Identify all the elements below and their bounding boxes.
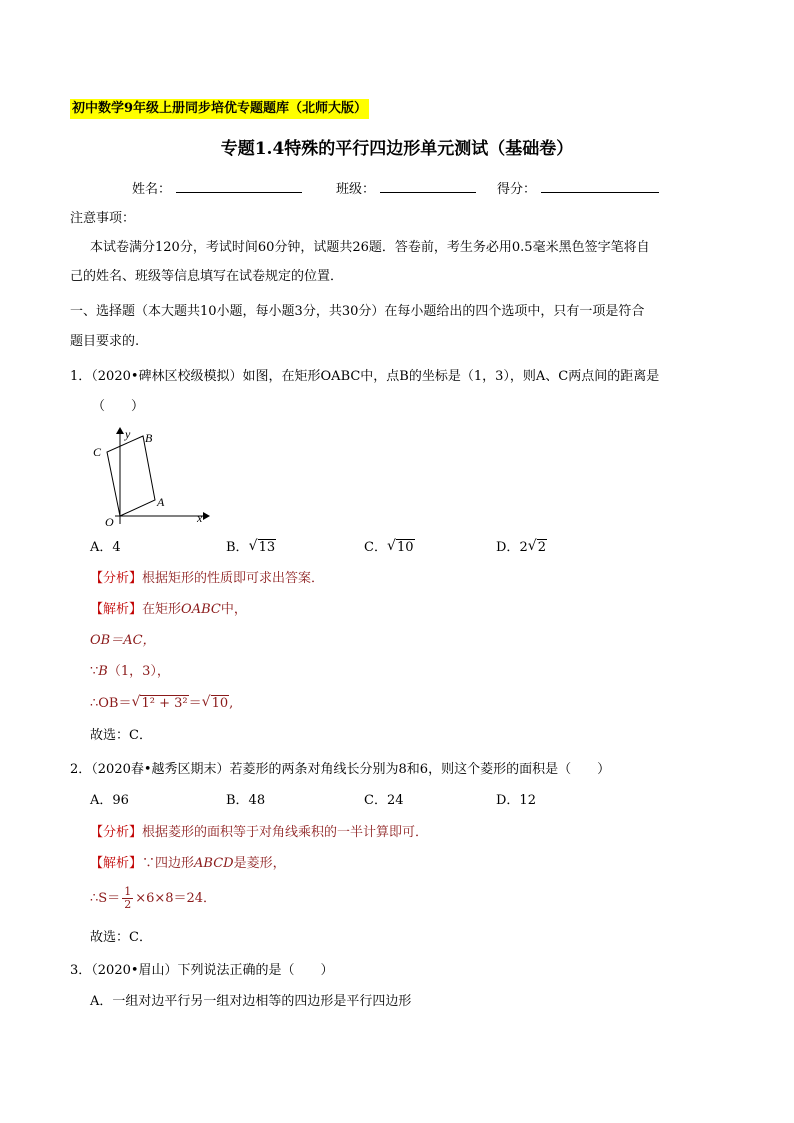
q2-solution: 【解析】∵四边形ABCD是菱形， — [90, 856, 286, 871]
q1-solution: 【解析】在矩形OABC中， — [90, 602, 247, 617]
q1-paren: （ ） — [92, 399, 145, 414]
notice-heading: 注意事项： — [70, 211, 136, 226]
score-field[interactable] — [541, 178, 659, 193]
class-label: 班级： — [336, 182, 376, 197]
q3-stem: 3．（2020•眉山）下列说法正确的是（ ） — [70, 963, 334, 978]
q1-option-a: A．4 — [90, 540, 121, 555]
q1-stem: 1．（2020•碑林区校级模拟）如图，在矩形OABC中，点B的坐标是（1，3），则A、C两点间的距离是 — [70, 369, 660, 384]
q2-option-d: D．12 — [496, 793, 536, 808]
score-label: 得分： — [497, 182, 537, 197]
name-field[interactable] — [176, 178, 302, 193]
q2-option-a: A．96 — [90, 793, 129, 808]
q2-answer: 故选：C． — [90, 930, 152, 945]
q3-option-a: A．一组对边平行另一组对边相等的四边形是平行四边形 — [90, 994, 412, 1009]
figure-label-x: x — [197, 511, 203, 525]
q1-step-1: OB＝AC， — [90, 633, 156, 648]
solution-tag: 【解析】 — [90, 602, 143, 617]
figure-label-a: A — [157, 495, 165, 509]
solution-tag: 【解析】 — [90, 856, 143, 871]
q1-option-b: B． √ 13 — [226, 538, 276, 555]
fraction: $\frac{1}{2}$ — [124, 885, 132, 911]
class-field[interactable] — [380, 178, 476, 193]
section-line-2: 题目要求的. — [70, 334, 140, 349]
document-title: 专题1.4特殊的平行四边形单元测试（基础卷） — [220, 139, 574, 159]
figure-label-o: O — [105, 515, 114, 529]
figure-label-y: y — [125, 427, 131, 441]
analysis-tag: 【分析】 — [90, 571, 143, 586]
q2-analysis: 【分析】根据菱形的面积等于对角线乘积的一半计算即可． — [90, 825, 429, 840]
q2-option-b: B．48 — [226, 793, 266, 808]
q1-option-c: C． √ 10 — [364, 538, 414, 555]
q2-step-1: ∴S＝ $\frac{1}{2}$ ×6×8＝24． — [90, 885, 217, 911]
figure-label-b: B — [145, 431, 153, 445]
q1-rectangle-figure — [85, 422, 215, 530]
q1-option-d: D．2 √ 2 — [496, 538, 546, 555]
q1-step-3: ∴OB＝ √ 1² + 3²＝ √ 10, — [90, 694, 234, 711]
q2-option-c: C．24 — [364, 793, 404, 808]
q1-answer: 故选：C． — [90, 728, 152, 743]
notice-line-2: 己的姓名、班级等信息填写在试卷规定的位置． — [70, 269, 344, 284]
name-label: 姓名： — [132, 182, 172, 197]
figure-label-c: C — [93, 445, 102, 459]
notice-line-1: 本试卷满分120分，考试时间60分钟，试题共26题．答卷前，考生务必用0.5毫米黑色签字笔将自 — [90, 240, 650, 255]
q1-step-2: ∵B（1，3）， — [90, 664, 170, 679]
series-banner: 初中数学9年级上册同步培优专题题库（北师大版） — [70, 99, 369, 119]
analysis-tag: 【分析】 — [90, 825, 143, 840]
q1-analysis: 【分析】根据矩形的性质即可求出答案． — [90, 571, 325, 586]
section-line-1: 一、选择题（本大题共10小题，每小题3分，共30分）在每小题给出的四个选项中，只有一项是符合 — [70, 304, 645, 319]
q2-stem: 2．（2020春•越秀区期末）若菱形的两条对角线长分别为8和6，则这个菱形的面积是（ ） — [70, 762, 611, 777]
